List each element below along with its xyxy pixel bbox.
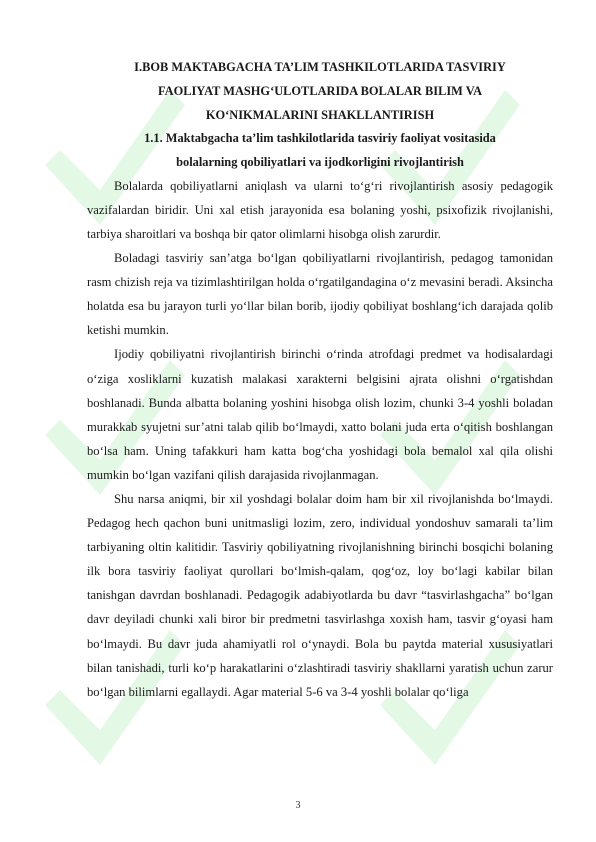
chapter-title-line: KO‘NIKMALARINI SHAKLLANTIRISH (205, 107, 435, 122)
chapter-title-line: I.BOB MAKTABGACHA TA’LIM TASHKILOTLARIDA TASVIRIY (134, 60, 506, 74)
page-number: 3 (295, 800, 301, 811)
section-title-line: bolalarning qobiliyatlari va ijodkorligini rivojlantirish (176, 154, 464, 169)
chapter-title (87, 56, 553, 127)
paragraph: Shu narsa aniqmi, bir xil yoshdagi bolalar doim ham bir xil rivojlanishda bo‘lmaydi. Pedagog hech qachon buni unitmasligi lozim, zero, individual yondoshuv samarali ta’lim tarbiyaning oltin kalitidir. Tasviriy qobiliyatning rivojlanishning birinchi bosqichi bolaning ilk bora tasviriy faoliyat qurollari bo‘lmish-qalam, qog‘oz, loy bo‘lagi kabilar bilan tanishgan davrdan boshlanadi. Pedagogik adabiyotlarda bu davr “tasvirlashgacha” bo‘lgan davr deyiladi chunki xali biror bir predmetni tasvirlashga xoxish ham, tasvir g‘oyasi ham bo‘lmaydi. Bu davr juda ahamiyatli rol o‘ynaydi. Bola bu paytda material xususiyatlari bilan tanishadi, turli ko‘p harakatlarini o‘zlashtiradi tasviriy shakllarni yaratish uchun zarur bo‘lgan bilimlarni egallaydi. Agar material 5-6 va 3-4 yoshli bolalar qo‘liga (87, 492, 553, 699)
section-title (87, 127, 553, 173)
body-text (87, 174, 553, 704)
paragraph: Bolalarda qobiliyatlarni aniqlash va ularni to‘g‘ri rivojlantirish asosiy pedagogik vazifalardan biridir. Uni xal etish jarayonida esa bolaning yoshi, psixofizik rivojlanishi, tarbiya sharoitlari va boshqa bir qator olimlarni hisobga olish zarurdir. (87, 178, 553, 241)
paragraph: Boladagi tasviriy san’atga bo‘lgan qobiliyatlarni rivojlantirish, pedagog tamonidan rasm chizish reja va tizimlashtirilgan holda o‘rgatilgandagina o‘z mevasini beradi. Aksincha holatda esa bu jarayon turli yo‘llar bilan borib, ijodiy qobiliyat boshlang‘ich darajada qolib ketishi mumkin. (87, 251, 553, 338)
section-title-line: 1.1. Maktabgacha ta’lim tashkilotlarida tasviriy faoliyat vositasida (144, 131, 496, 146)
chapter-title-line: FAOLIYAT MASHG‘ULOTLARIDA BOLALAR BILIM VA (157, 83, 483, 98)
page-content (87, 56, 553, 704)
paragraph: Ijodiy qobiliyatni rivojlantirish birinchi o‘rinda atrofdagi predmet va hodisalardagi o‘ziga xosliklarni kuzatish malakasi xarakterni belgisini ajrata olishni o‘rgatishdan boshlanadi. Bunda albatta bolaning yoshini hisobga olish lozim, chunki 3-4 yoshli boladan murakkab syujetni sur’atni talab qilib bo‘lmaydi, xatto bolani juda erta o‘qitish boshlangan bo‘lsa ham. Uning tafakkuri ham katta bog‘cha yoshidagi bola bemalol xal qila olishi mumkin bo‘lgan vazifani qilish darajasida rivojlanmagan. (87, 347, 553, 482)
